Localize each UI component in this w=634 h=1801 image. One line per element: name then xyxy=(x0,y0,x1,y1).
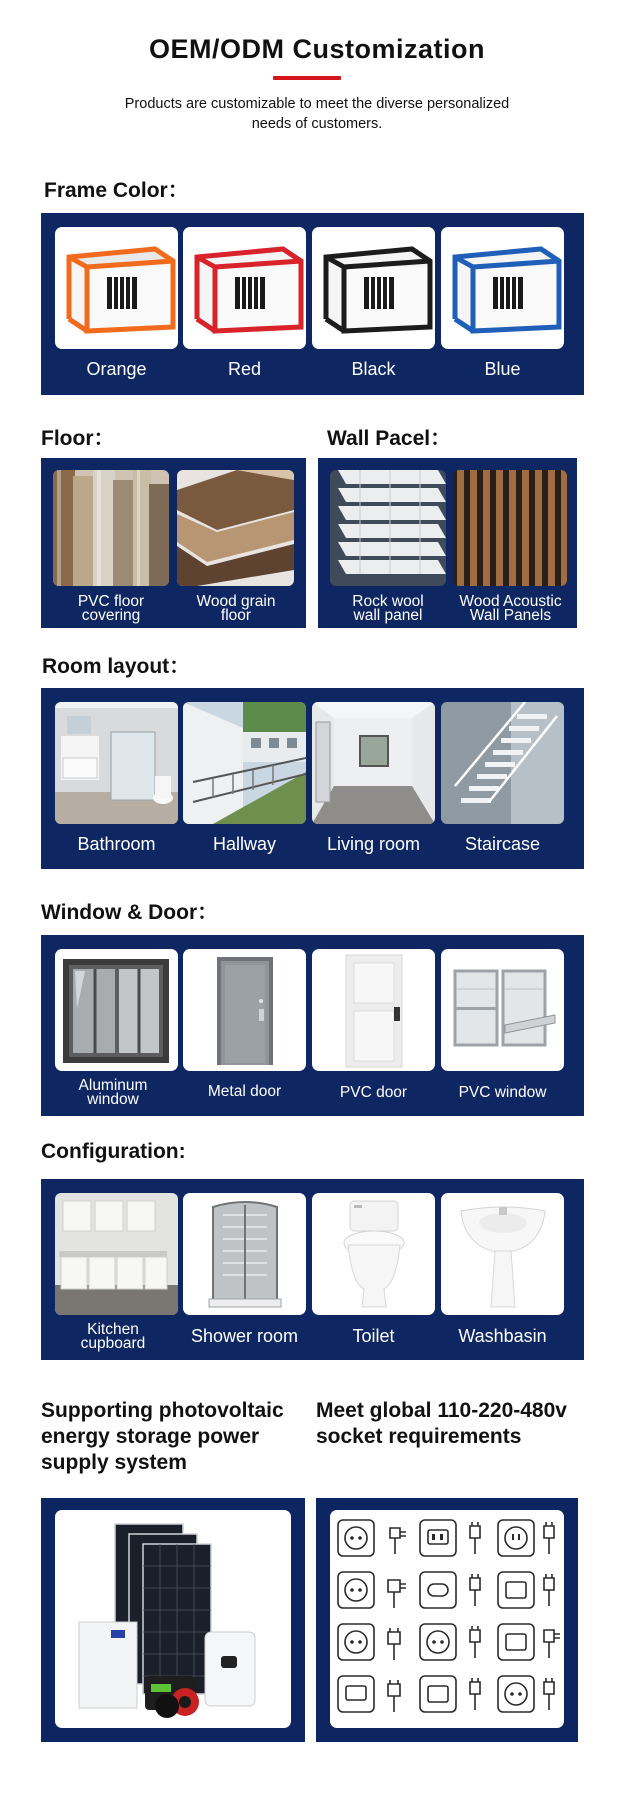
pvc-floor-label xyxy=(47,595,175,623)
kitchen-cupboard-label-line-1: Kitchen xyxy=(87,1321,139,1338)
wood-acoustic-photo xyxy=(453,470,567,586)
wood-acoustic-label xyxy=(444,595,577,623)
frame-color-card-orange xyxy=(55,227,178,349)
hallway-label: Hallway xyxy=(212,834,277,854)
container-black-icon xyxy=(312,227,435,349)
page-title: OEM/ODM Customization xyxy=(149,34,485,64)
window-door-panel xyxy=(41,935,584,1116)
wood-floor-label-line-2: floor xyxy=(220,607,252,624)
aluminum-window-card xyxy=(55,949,178,1071)
rock-wool-label xyxy=(324,595,452,623)
pvc-door-label: PVC door xyxy=(339,1084,408,1101)
staircase-icon xyxy=(441,702,564,824)
configuration-heading: Configuration: xyxy=(41,1140,186,1163)
frame-color-panel xyxy=(41,213,584,395)
frame-color-card-red xyxy=(183,227,306,349)
solar-panel xyxy=(41,1498,305,1742)
page-subtitle xyxy=(100,94,534,134)
subtitle-line-1: Products are customizable to meet the diverse personalized xyxy=(124,96,510,112)
wood-floor-label xyxy=(171,595,301,623)
window-door-heading: Window & Door： xyxy=(41,901,219,924)
toilet-label: Toilet xyxy=(352,1326,395,1346)
frame-color-heading: Frame Color： xyxy=(44,179,189,202)
socket-heading-line-1: Meet global 110-220-480v xyxy=(316,1399,567,1422)
socket-types-card xyxy=(330,1510,564,1728)
subtitle-line-2: needs of customers. xyxy=(251,116,383,132)
solar-system-card xyxy=(55,1510,291,1728)
aluminum-window-label-line-1: Aluminum xyxy=(78,1077,148,1094)
shower-room-label: Shower room xyxy=(190,1326,299,1346)
bathroom-label: Bathroom xyxy=(77,834,156,854)
living-room-icon xyxy=(312,702,435,824)
rock-wool-label-line-1: Rock wool xyxy=(352,593,424,610)
socket-types-icon xyxy=(330,1510,564,1728)
socket-heading xyxy=(316,1398,616,1450)
pvc-door-icon xyxy=(312,949,435,1071)
floor-heading: Floor： xyxy=(41,427,115,450)
rock-wool-label-line-2: wall panel xyxy=(353,607,423,624)
solar-heading-line-2: energy storage power xyxy=(41,1425,260,1448)
wood-acoustic-label-line-1: Wood Acoustic xyxy=(459,593,562,610)
container-blue-icon xyxy=(441,227,564,349)
aluminum-window-label xyxy=(49,1079,177,1107)
socket-panel xyxy=(316,1498,578,1742)
frame-color-label-orange: Orange xyxy=(86,359,147,379)
bathroom-icon xyxy=(55,702,178,824)
rock-wool-panels-icon xyxy=(330,470,446,586)
configuration-panel xyxy=(41,1179,584,1360)
wood-floor-label-line-1: Wood grain xyxy=(196,593,276,610)
metal-door-label: Metal door xyxy=(207,1083,282,1100)
solar-heading-line-3: supply system xyxy=(41,1451,187,1474)
wood-grain-floor-photo xyxy=(177,470,294,586)
socket-heading-line-2: socket requirements xyxy=(316,1425,522,1448)
hallway-photo xyxy=(183,702,306,824)
rock-wool-photo xyxy=(330,470,446,586)
wall-heading: Wall Pacel： xyxy=(327,427,452,450)
pvc-window-label: PVC window xyxy=(458,1084,547,1101)
frame-color-card-blue xyxy=(441,227,564,349)
wood-acoustic-slats-icon xyxy=(453,470,567,586)
wall-panel xyxy=(318,458,577,628)
kitchen-cupboard-icon xyxy=(55,1193,178,1315)
toilet-card xyxy=(312,1193,435,1315)
pvc-floor-photo xyxy=(53,470,169,586)
pvc-floor-rolls-icon xyxy=(53,470,169,586)
room-layout-heading: Room layout： xyxy=(42,655,191,678)
room-layout-panel xyxy=(41,688,584,869)
frame-color-label-red: Red xyxy=(227,359,262,379)
frame-color-card-black xyxy=(312,227,435,349)
wood-floor-samples-icon xyxy=(177,470,294,586)
solar-heading-line-1: Supporting photovoltaic xyxy=(41,1399,284,1422)
aluminum-window-label-line-2: window xyxy=(87,1091,139,1108)
kitchen-cupboard-label xyxy=(49,1323,177,1351)
staircase-photo xyxy=(441,702,564,824)
title-underline xyxy=(273,76,341,80)
container-orange-icon xyxy=(55,227,178,349)
pvc-window-card xyxy=(441,949,564,1071)
hallway-icon xyxy=(183,702,306,824)
solar-heading xyxy=(41,1398,301,1476)
frame-color-label-blue: Blue xyxy=(484,359,521,379)
metal-door-card xyxy=(183,949,306,1071)
washbasin-label: Washbasin xyxy=(458,1326,547,1346)
solar-system-icon xyxy=(55,1510,291,1728)
pvc-floor-label-line-2: covering xyxy=(81,607,141,624)
living-room-label: Living room xyxy=(326,834,421,854)
container-red-icon xyxy=(183,227,306,349)
pvc-door-card xyxy=(312,949,435,1071)
washbasin-icon xyxy=(441,1193,564,1315)
living-room-photo xyxy=(312,702,435,824)
pvc-window-icon xyxy=(441,949,564,1071)
staircase-label: Staircase xyxy=(464,834,541,854)
aluminum-window-icon xyxy=(55,949,178,1071)
toilet-icon xyxy=(312,1193,435,1315)
bathroom-photo xyxy=(55,702,178,824)
washbasin-card xyxy=(441,1193,564,1315)
shower-room-icon xyxy=(183,1193,306,1315)
floor-panel xyxy=(41,458,306,628)
frame-color-label-black: Black xyxy=(351,359,396,379)
shower-room-card xyxy=(183,1193,306,1315)
kitchen-cupboard-photo xyxy=(55,1193,178,1315)
kitchen-cupboard-label-line-2: cupboard xyxy=(80,1335,146,1352)
metal-door-icon xyxy=(183,949,306,1071)
pvc-floor-label-line-1: PVC floor xyxy=(77,593,145,610)
wood-acoustic-label-line-2: Wall Panels xyxy=(469,607,552,624)
